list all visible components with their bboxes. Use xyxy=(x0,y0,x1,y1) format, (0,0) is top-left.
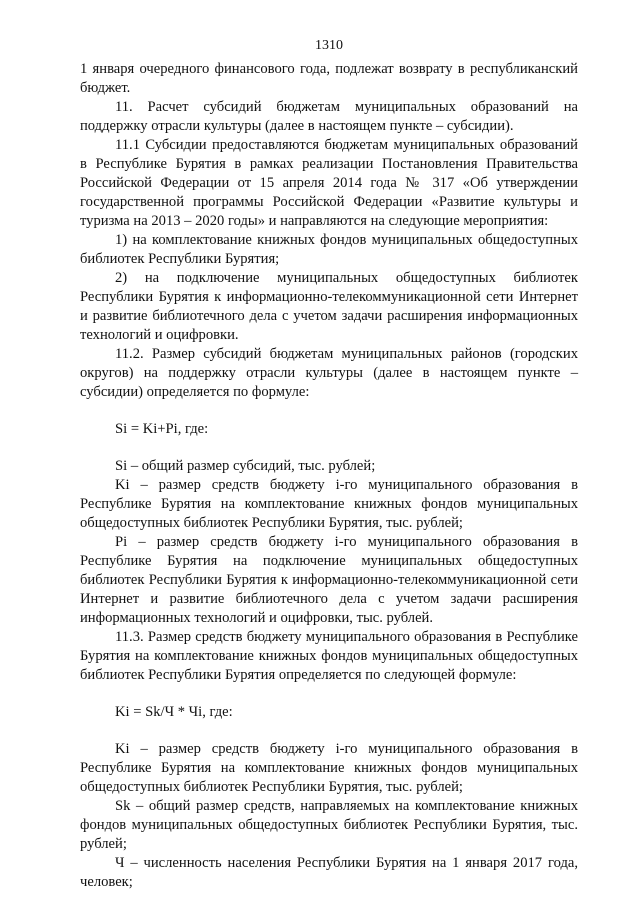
definition-ki: Ki – размер средств бюджету i-го муниципального образования в Республике Бурятия на комплектование книжных фондов муниципальных общедоступных библиотек Республики Бурятия, тыс. рублей; xyxy=(80,477,578,531)
definition-si: Si – общий размер субсидий, тыс. рублей; xyxy=(115,458,376,474)
formula-si: Si = Ki+Pi, где: xyxy=(115,421,209,437)
definition-sk: Sk – общий размер средств, направляемых на комплектование книжных фондов муниципальных общедоступных библиотек Республики Бурятия, тыс. рублей; xyxy=(80,798,578,852)
page-number: 1310 xyxy=(315,38,343,53)
definition-ki-2: Ki – размер средств бюджету i-го муниципального образования в Республике Бурятия на комплектование книжных фондов муниципальных общедоступных библиотек Республики Бурятия, тыс. рублей; xyxy=(80,741,578,795)
paragraph-item-2: 2) на подключение муниципальных общедоступных библиотек Республики Бурятия к информационно-телекоммуникационной сети Интернет и развитие библиотечного дела с учетом задачи расширения информационных технологий и оцифровки. xyxy=(80,270,578,343)
formula-ki: Ki = Sk/Ч * Чi, где: xyxy=(115,704,233,720)
definition-pi: Pi – размер средств бюджету i-го муниципального образования в Республике Бурятия на подключение муниципальных общедоступных библиотек Республики Бурятия к информационно-телекоммуникационной сети Интернет и развитие библиотечного дела с учетом задачи расширения информационных технологий и оцифровки, тыс. рублей. xyxy=(80,534,578,626)
paragraph-section-11-1: 11.1 Субсидии предоставляются бюджетам муниципальных образований в Республике Бурятия в рамках реализации Постановления Правительства Российской Федерации от 15 апреля 2014 года № 317 «Об утверждении государственной программы Российской Федерации «Развитие культуры и туризма на 2013 – 2020 годы» и направляются на следующие мероприятия: xyxy=(80,137,578,229)
paragraph-section-11-2: 11.2. Размер субсидий бюджетам муниципальных районов (городских округов) на поддержку отрасли культуры (далее в настоящем пункте – субсидии) определяется по формуле: xyxy=(80,346,578,400)
paragraph-budget-return: 1 января очередного финансового года, подлежат возврату в республиканский бюджет. xyxy=(80,61,578,96)
paragraph-section-11: 11. Расчет субсидий бюджетам муниципальных образований на поддержку отрасли культуры (далее в настоящем пункте – субсидии). xyxy=(80,99,578,134)
definition-population: Ч – численность населения Республики Бурятия на 1 января 2017 года, человек; xyxy=(80,855,578,890)
paragraph-section-11-3: 11.3. Размер средств бюджету муниципального образования в Республике Бурятия на комплектование книжных фондов муниципальных общедоступных библиотек Республики Бурятия определяется по следующей формуле: xyxy=(80,629,578,683)
paragraph-item-1: 1) на комплектование книжных фондов муниципальных общедоступных библиотек Республики Бурятия; xyxy=(80,232,578,267)
